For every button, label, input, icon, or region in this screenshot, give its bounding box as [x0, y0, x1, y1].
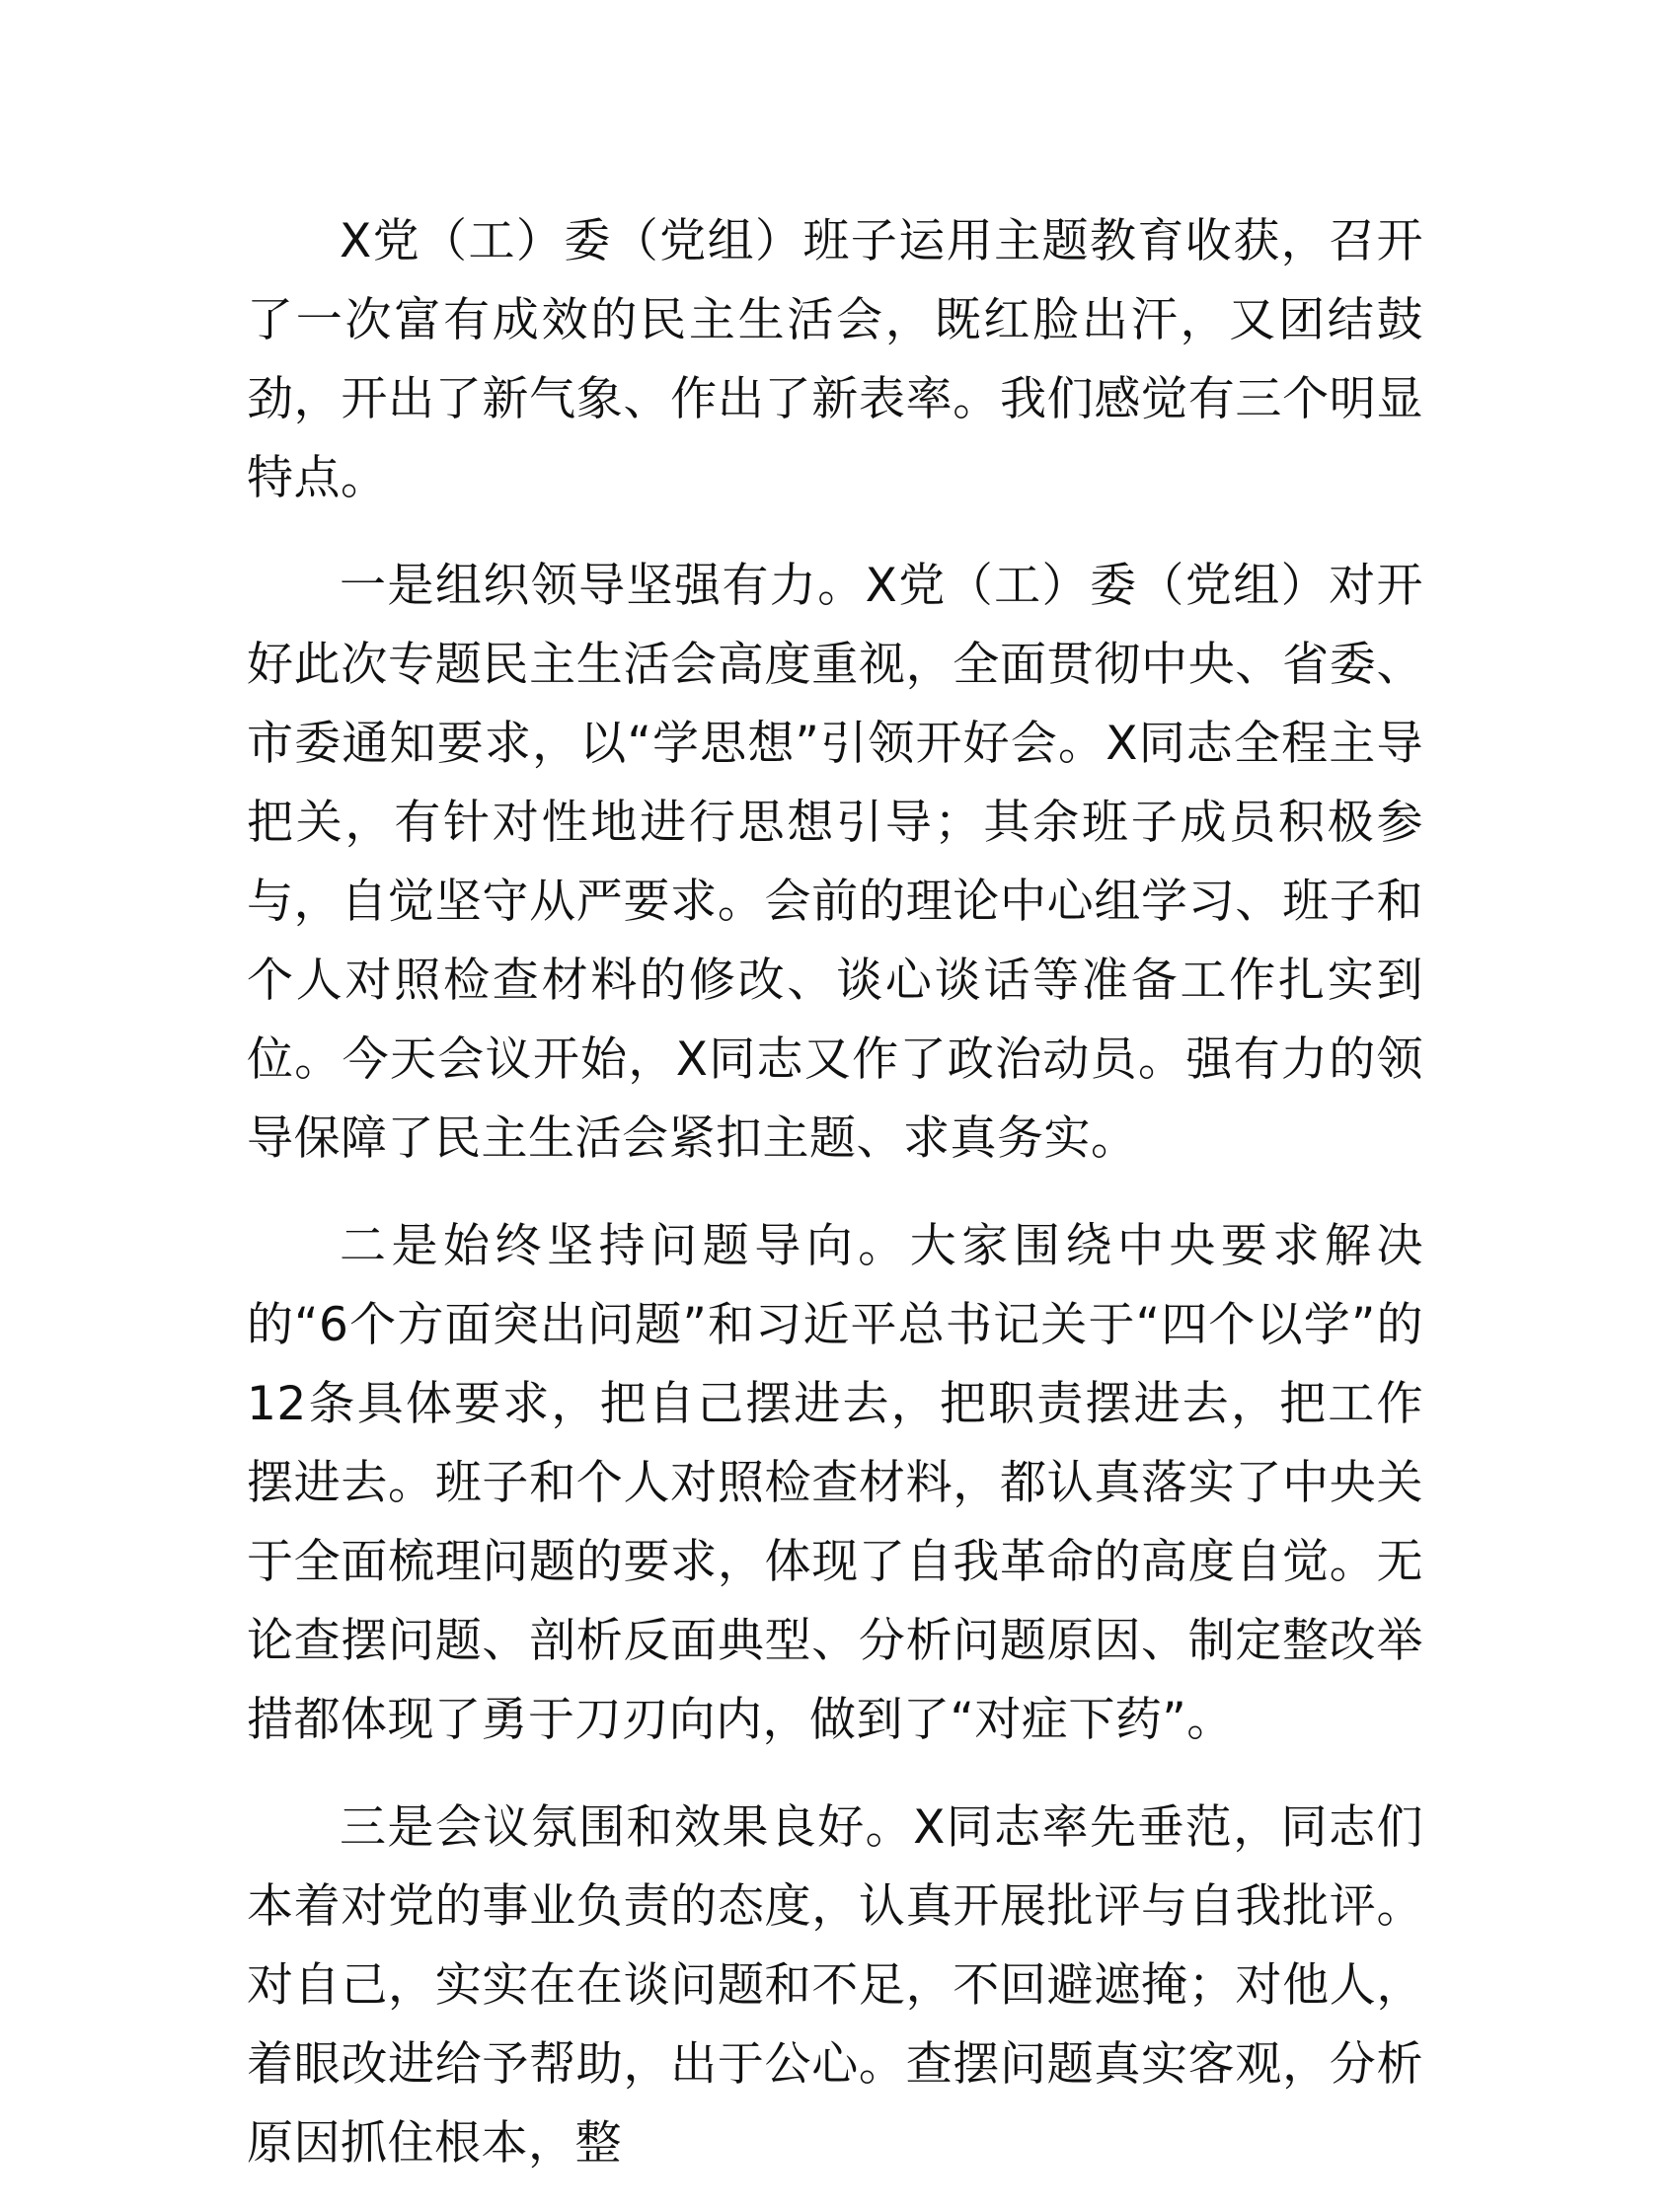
paragraph-point-three: 三是会议氛围和效果良好。X同志率先垂范，同志们本着对党的事业负责的态度，认真开展批评与自我批评。对自己，实实在在谈问题和不足，不回避遮掩；对他人，着眼改进给予帮助，出于公心。查摆问题真实客观，分析原因抓住根本，整: [247, 1800, 1423, 2171]
paragraph-point-two: 二是始终坚持问题导向。大家围绕中央要求解决的“6个方面突出问题”和习近平总书记关于“四个以学”的12条具体要求，把自己摆进去，把职责摆进去，把工作摆进去。班子和个人对照检查材料，都认真落实了中央关于全面梳理问题的要求，体现了自我革命的高度自觉。无论查摆问题、剖析反面典型、分析问题原因、制定整改举措都体现了勇于刀刃向内，做到了“对症下药”。: [247, 1219, 1423, 1747]
paragraph-intro: X党（工）委（党组）班子运用主题教育收获，召开了一次富有成效的民主生活会，既红脸出汗，又团结鼓劲，开出了新气象、作出了新表率。我们感觉有三个明显特点。: [247, 214, 1423, 505]
paragraph-point-one: 一是组织领导坚强有力。X党（工）委（党组）对开好此次专题民主生活会高度重视，全面贯彻中央、省委、市委通知要求，以“学思想”引领开好会。X同志全程主导把关，有针对性地进行思想引导；其余班子成员积极参与，自觉坚守从严要求。会前的理论中心组学习、班子和个人对照检查材料的修改、谈心谈话等准备工作扎实到位。今天会议开始，X同志又作了政治动员。强有力的领导保障了民主生活会紧扣主题、求真务实。: [247, 559, 1423, 1166]
document-body: [247, 202, 1423, 2212]
